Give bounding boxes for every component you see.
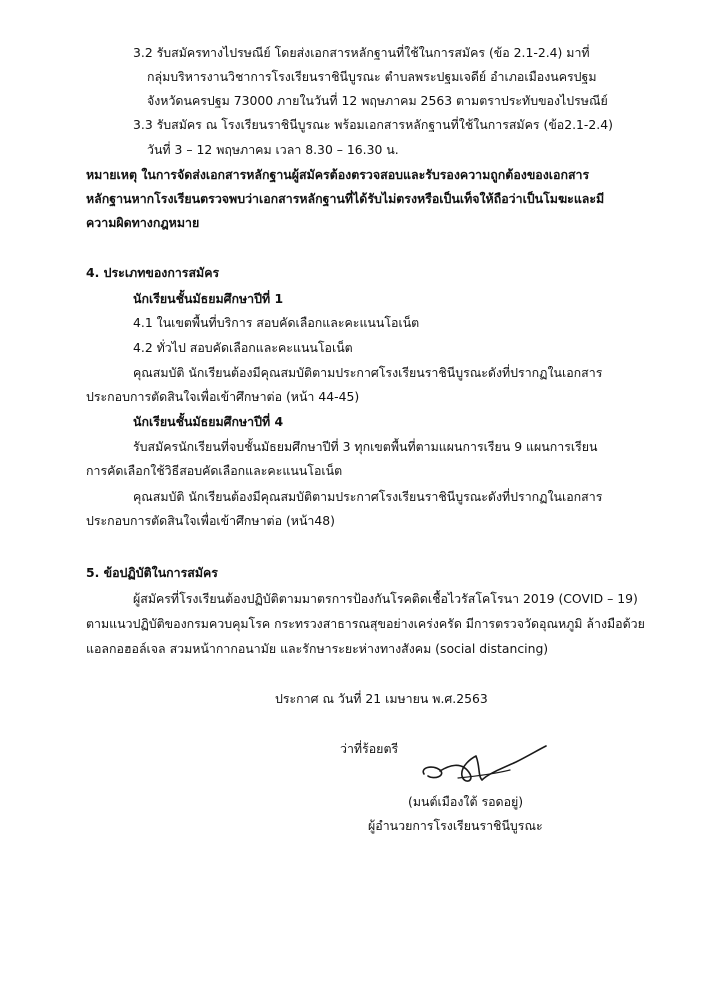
announcement-date: ประกาศ ณ วันที่ 21 เมษายน พ.ศ.2563	[275, 691, 488, 706]
signature-image	[418, 740, 550, 790]
m4-heading: นักเรียนชั้นมัธยมศึกษาปีที่ 4	[133, 414, 284, 429]
item-3-2-line-1: 3.2 รับสมัครทางไปรษณีย์ โดยส่งเอกสารหลักฐานที่ใช้ในการสมัคร (ข้อ 2.1-2.4) มาที่	[133, 45, 590, 60]
note-line-1: หมายเหตุ ในการจัดส่งเอกสารหลักฐานผู้สมัครต้องตรวจสอบและรับรองความถูกต้องของเอกสาร	[86, 167, 590, 182]
note-line-3: ความผิดทางกฎหมาย	[86, 215, 200, 230]
note-line-2: หลักฐานหากโรงเรียนตรวจพบว่าเอกสารหลักฐานที่ได้รับไม่ตรงหรือเป็นเท็จให้ถือว่าเป็นโมฆะและมี	[86, 191, 605, 206]
m4-line-2: การคัดเลือกใช้วิธีสอบคัดเลือกและคะแนนโอเน็ต	[86, 463, 343, 478]
m4-qualification-line-1: คุณสมบัติ นักเรียนต้องมีคุณสมบัติตามประกาศโรงเรียนราชินีบูรณะดังที่ปรากฏในเอกสาร	[133, 489, 603, 504]
m1-qualification-line-1: คุณสมบัติ นักเรียนต้องมีคุณสมบัติตามประกาศโรงเรียนราชินีบูรณะดังที่ปรากฏในเอกสาร	[133, 365, 603, 380]
m4-qualification-line-2: ประกอบการตัดสินใจเพื่อเข้าศึกษาต่อ (หน้า48)	[86, 513, 335, 528]
section-4-heading: 4. ประเภทของการสมัคร	[86, 265, 220, 280]
m1-item-4-1: 4.1 ในเขตพื้นที่บริการ สอบคัดเลือกและคะแนนโอเน็ต	[133, 315, 420, 330]
section-5-line-3: แอลกอฮอล์เจล สวมหน้ากากอนามัย และรักษาระยะห่างทางสังคม (social distancing)	[86, 641, 549, 656]
item-3-2-line-2: กลุ่มบริหารงานวิชาการโรงเรียนราชินีบูรณะ ตำบลพระปฐมเจดีย์ อำเภอเมืองนครปฐม	[147, 69, 597, 84]
item-3-3-line-2: วันที่ 3 – 12 พฤษภาคม เวลา 8.30 – 16.30 น.	[147, 142, 399, 157]
item-3-3-line-1: 3.3 รับสมัคร ณ โรงเรียนราชินีบูรณะ พร้อมเอกสารหลักฐานที่ใช้ในการสมัคร (ข้อ2.1-2.4)	[133, 117, 613, 132]
section-5-line-2: ตามแนวปฏิบัติของกรมควบคุมโรค กระทรวงสาธารณสุขอย่างเคร่งครัด มีการตรวจวัดอุณหภูมิ ล้างมือด้วย	[86, 616, 645, 631]
signatory-position: ผู้อำนวยการโรงเรียนราชินีบูรณะ	[368, 818, 543, 833]
item-3-2-line-3: จังหวัดนครปฐม 73000 ภายในวันที่ 12 พฤษภาคม 2563 ตามตราประทับของไปรษณีย์	[147, 93, 608, 108]
section-5-heading: 5. ข้อปฏิบัติในการสมัคร	[86, 565, 218, 580]
signatory-rank: ว่าที่ร้อยตรี	[340, 741, 399, 756]
signatory-name: (มนต์เมืองใต้ รอดอยู่)	[408, 794, 524, 809]
m1-item-4-2: 4.2 ทั่วไป สอบคัดเลือกและคะแนนโอเน็ต	[133, 340, 353, 355]
m4-line-1: รับสมัครนักเรียนที่จบชั้นมัธยมศึกษาปีที่ 3 ทุกเขตพื้นที่ตามแผนการเรียน 9 แผนการเรียน	[133, 439, 598, 454]
m1-heading: นักเรียนชั้นมัธยมศึกษาปีที่ 1	[133, 291, 284, 306]
section-5-line-1: ผู้สมัครที่โรงเรียนต้องปฏิบัติตามมาตรการป้องกันโรคติดเชื้อไวรัสโคโรนา 2019 (COVID – 19)	[133, 591, 638, 606]
m1-qualification-line-2: ประกอบการตัดสินใจเพื่อเข้าศึกษาต่อ (หน้า 44-45)	[86, 389, 360, 404]
